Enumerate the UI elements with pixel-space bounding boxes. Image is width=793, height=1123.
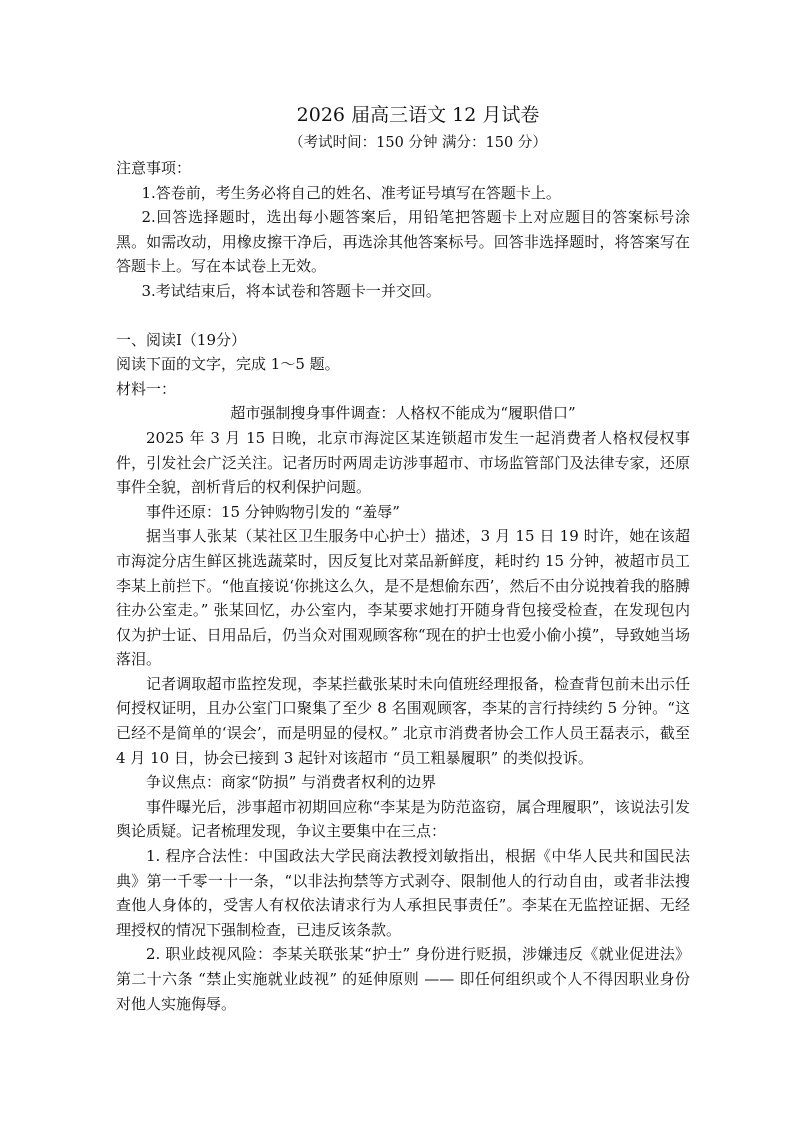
page-content (116, 100, 690, 1016)
article-paragraph: 记者调取超市监控发现，李某拦截张某时未向值班经理报备，检查背包前未出示任何授权证明，且办公室门口聚集了至少 8 名围观顾客，李某的言行持续约 5 分钟。“这已经不是简单的‘误会’，而是明显的侵权。” 北京市消费者协会工作人员王磊表示，截至 4 月 10 日，协会已接到 3 起针对该超市 “员工粗暴履职” 的类似投诉。 (116, 674, 690, 767)
notice-item-3: 3.考试结束后，将本试卷和答题卡一并交回。 (141, 281, 441, 300)
section-gap (116, 304, 690, 328)
article-subheading: 争议焦点：商家“防损” 与消费者权利的边界 (146, 773, 437, 792)
notice-heading: 注意事项： (116, 159, 192, 177)
article-subheading: 事件还原：15 分钟购物引发的 “羞辱” (146, 502, 400, 521)
section-instruction: 阅读下面的文字，完成 1～5 题。 (116, 355, 340, 374)
article-list-item: 2. 职业歧视风险：李某关联张某“护士” 身份进行贬损，涉嫌违反《就业促进法》第二十六条 “禁止实施就业歧视” 的延伸原则 —— 即任何组织或个人不得因职业身份对他人实施侮辱。 (116, 945, 690, 1013)
article-list-item: 1. 程序合法性：中国政法大学民商法教授刘敏指出，根据《中华人民共和国民法典》第一千零一十一条，“以非法拘禁等方式剥夺、限制他人的行动自由，或者非法搜查他人身体的，受害人有权依法请求行为人承担民事责任”。李某在无监控证据、无经理授权的情况下强制检查，已违反该条款。 (116, 847, 690, 939)
article-title: 超市强制搜身事件调查：人格权不能成为“履职借口” (230, 404, 576, 423)
notice-item-2: 2.回答选择题时，选出每小题答案后，用铅笔把答题卡上对应题目的答案标号涂黑。如需改动，用橡皮擦干净后，再选涂其他答案标号。回答非选择题时，将答案写在答题卡上。写在本试卷上无效。 (116, 208, 690, 276)
notice-item-1: 1.答卷前，考生务必将自己的姓名、准考证号填写在答题卡上。 (141, 183, 561, 202)
article-paragraph: 事件曝光后，涉事超市初期回应称“李某是为防范盗窃，属合理履职”，该说法引发舆论质疑。记者梳理发现，争议主要集中在三点： (116, 797, 690, 841)
material-label: 材料一： (116, 379, 177, 398)
article-paragraph: 2025 年 3 月 15 日晚，北京市海淀区某连锁超市发生一起消费者人格权侵权事件，引发社会广泛关注。记者历时两周走访涉事超市、市场监管部门及法律专家，还原事件全貌，剖析背后的权利保护问题。 (116, 428, 690, 497)
exam-subtitle: （考试时间：150 分钟 满分：150 分） (289, 135, 547, 151)
exam-title: 2026 届高三语文 12 月试卷 (296, 104, 540, 126)
section-heading: 一、阅读Ⅰ（19分） (116, 330, 247, 349)
article-paragraph: 据当事人张某（某社区卫生服务中心护士）描述，3 月 15 日 19 时许，她在该超市海淀分店生鲜区挑选蔬菜时，因反复比对菜品新鲜度，耗时约 15 分钟，被超市员工李某上前拦下。“他直接说‘你挑这么久，是不是想偷东西’，然后不由分说拽着我的胳膊往办公室走。” 张某回忆，办公室内，李某要求她打开随身背包接受检查，在发现包内仅为护士证、日用品后，仍当众对围观顾客称“现在的护士也爱小偷小摸”，导致她当场落泪。 (116, 527, 690, 669)
